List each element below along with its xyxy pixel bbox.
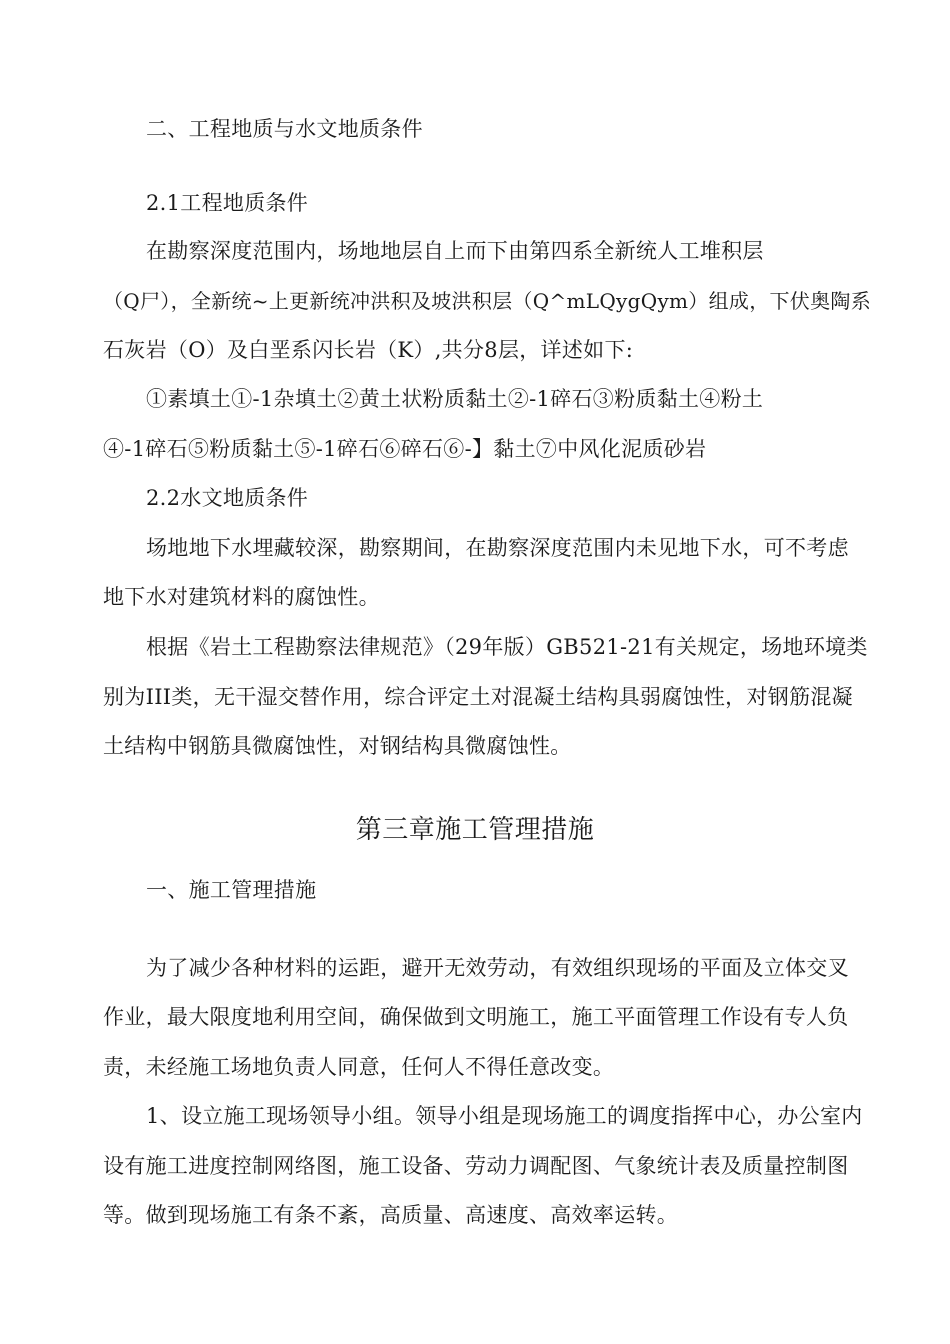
paragraph-line: 等。做到现场施工有条不紊，高质量、高速度、高效率运转。 (103, 1203, 679, 1227)
paragraph-line: 石灰岩（O）及白垩系闪长岩（K）,共分8层，详述如下: (103, 338, 634, 362)
paragraph-line: 1、设立施工现场领导小组。领导小组是现场施工的调度指挥中心，办公室内 (146, 1104, 863, 1128)
paragraph-line: 土结构中钢筋具微腐蚀性，对钢结构具微腐蚀性。 (103, 734, 572, 758)
paragraph-line: 场地地下水埋藏较深，勘察期间，在勘察深度范围内未见地下水，可不考虑 (146, 536, 849, 560)
paragraph-line: ④-1碎石⑤粉质黏土⑤-1碎石⑥碎石⑥-】黏土⑦中风化泥质砂岩 (103, 437, 707, 461)
paragraph-line: 责，未经施工场地负责人同意，任何人不得任意改变。 (103, 1055, 615, 1079)
chapter-title: 第三章施工管理措施 (355, 815, 595, 845)
paragraph-line: 在勘察深度范围内，场地地层自上而下由第四系全新统人工堆积层 (146, 239, 764, 263)
paragraph-line: 地下水对建筑材料的腐蚀性。 (103, 585, 380, 609)
section-heading: 一、施工管理措施 (146, 878, 317, 902)
paragraph-line: （Q尸），全新统~上更新统冲洪积及坡洪积层（Q^mLQygQym）组成，下伏奥陶系 (103, 289, 872, 313)
section-heading: 二、工程地质与水文地质条件 (146, 117, 423, 141)
paragraph-line: ①素填土①-1杂填土②黄土状粉质黏土②-1碎石③粉质黏土④粉土 (146, 387, 764, 411)
paragraph-line: 为了减少各种材料的运距，避开无效劳动，有效组织现场的平面及立体交叉 (146, 956, 849, 980)
subsection-heading: 2.1工程地质条件 (146, 191, 309, 215)
subsection-heading: 2.2水文地质条件 (146, 486, 309, 510)
paragraph-line: 别为III类，无干湿交替作用，综合评定土对混凝土结构具弱腐蚀性，对钢筋混凝 (103, 685, 853, 709)
paragraph-line: 作业，最大限度地利用空间，确保做到文明施工，施工平面管理工作设有专人负 (103, 1005, 849, 1029)
paragraph-line: 根据《岩土工程勘察法律规范》（29年版）GB521-21有关规定，场地环境类 (146, 635, 868, 659)
paragraph-line: 设有施工进度控制网络图，施工设备、劳动力调配图、气象统计表及质量控制图 (103, 1154, 849, 1178)
